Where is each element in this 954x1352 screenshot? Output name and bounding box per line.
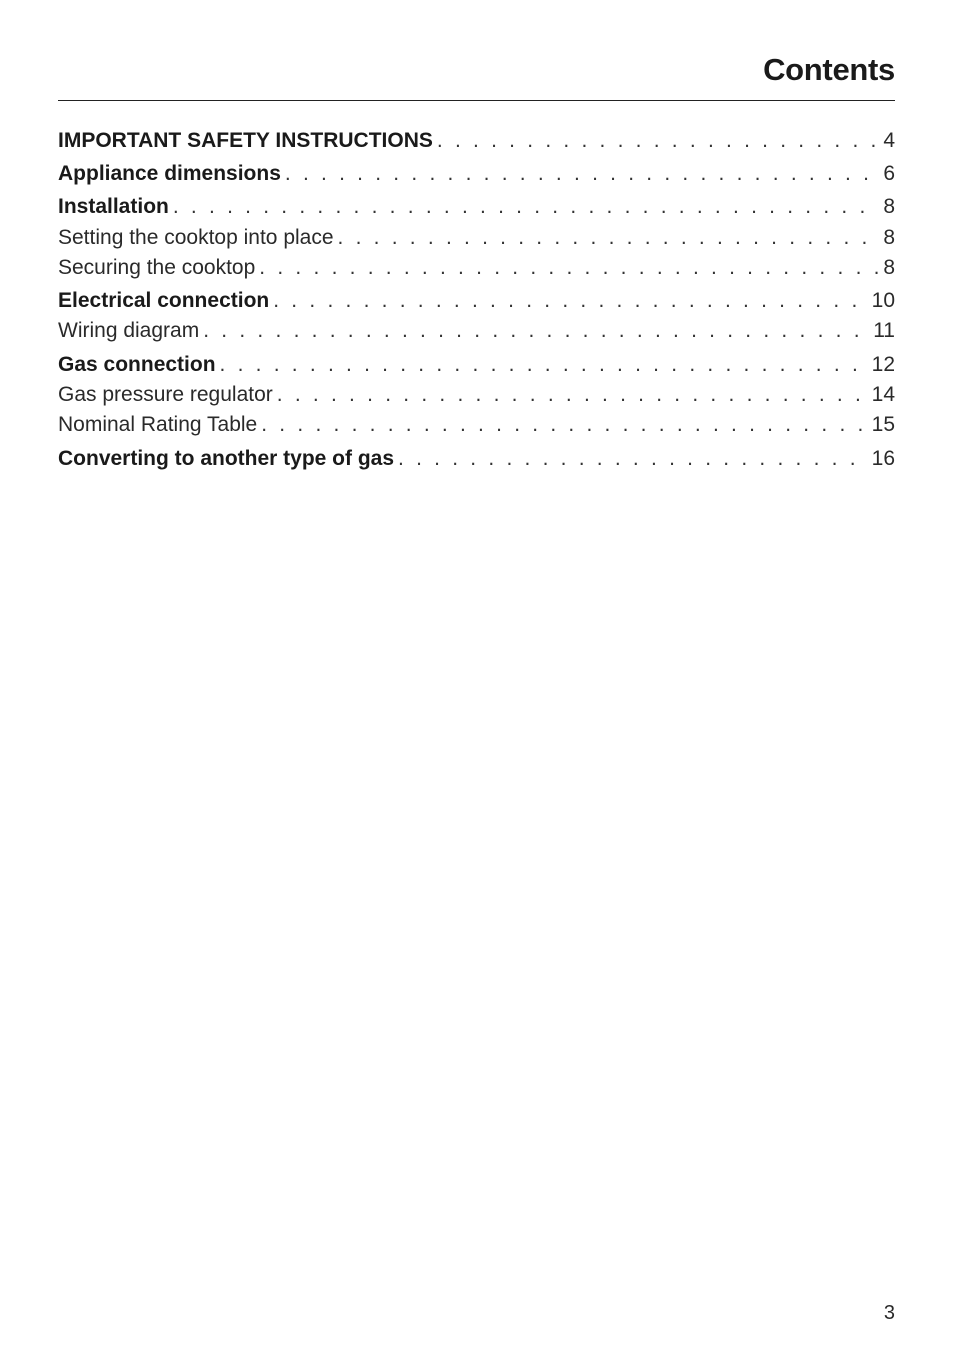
toc-entry-label: Nominal Rating Table xyxy=(58,413,258,436)
toc-dot-leader xyxy=(277,381,868,409)
toc-entry-wiring-diagram[interactable] xyxy=(58,317,895,345)
toc-dot-leader xyxy=(437,127,879,155)
toc-entry-appliance-dimensions[interactable] xyxy=(58,160,895,188)
toc-dot-leader xyxy=(220,351,868,379)
toc-page-number: 16 xyxy=(871,447,895,470)
toc-entry-installation[interactable] xyxy=(58,193,895,221)
toc-dot-leader xyxy=(338,224,880,252)
toc-entry-label: Wiring diagram xyxy=(58,319,200,342)
toc-dot-leader xyxy=(259,254,879,282)
toc-dot-leader xyxy=(173,193,879,221)
toc-entry-label: Appliance dimensions xyxy=(58,162,281,185)
toc-page-number: 14 xyxy=(871,383,895,406)
toc-page-number: 10 xyxy=(871,289,895,312)
toc-entry-label: Electrical connection xyxy=(58,289,270,312)
toc-entry-electrical-connection[interactable] xyxy=(58,287,895,315)
toc-entry-label: IMPORTANT SAFETY INSTRUCTIONS xyxy=(58,129,433,152)
toc-page-number: 4 xyxy=(883,129,895,152)
toc-entry-label: Installation xyxy=(58,195,169,218)
toc-dot-leader xyxy=(398,445,868,473)
toc-page-number: 12 xyxy=(871,353,895,376)
toc-entry-converting-to-another-type-of-gas[interactable] xyxy=(58,445,895,473)
toc-entry-label: Setting the cooktop into place xyxy=(58,226,334,249)
toc-dot-leader xyxy=(273,287,867,315)
toc-entry-important-safety-instructions[interactable] xyxy=(58,127,895,155)
toc-entry-gas-connection[interactable] xyxy=(58,351,895,379)
toc-dot-leader xyxy=(285,160,879,188)
toc-entry-setting-the-cooktop-into-place[interactable] xyxy=(58,224,895,252)
toc-entry-nominal-rating-table[interactable] xyxy=(58,411,895,439)
toc-page-number: 8 xyxy=(883,226,895,249)
toc-entry-label: Converting to another type of gas xyxy=(58,447,395,470)
toc-entry-label: Gas connection xyxy=(58,353,216,376)
toc-entry-gas-pressure-regulator[interactable] xyxy=(58,381,895,409)
page-number: 3 xyxy=(883,1302,895,1324)
toc-page-number: 15 xyxy=(871,413,895,436)
page-title: Contents xyxy=(763,52,895,87)
toc-dot-leader xyxy=(261,411,867,439)
toc-dot-leader xyxy=(203,317,869,345)
toc-entry-label: Gas pressure regulator xyxy=(58,383,273,406)
toc-entry-securing-the-cooktop[interactable] xyxy=(58,254,895,282)
toc-page-number: 8 xyxy=(883,195,895,218)
toc-page-number: 11 xyxy=(873,319,895,342)
toc-entry-label: Securing the cooktop xyxy=(58,256,256,279)
title-divider xyxy=(58,100,895,101)
toc-page-number: 8 xyxy=(883,256,895,279)
toc-page-number: 6 xyxy=(883,162,895,185)
